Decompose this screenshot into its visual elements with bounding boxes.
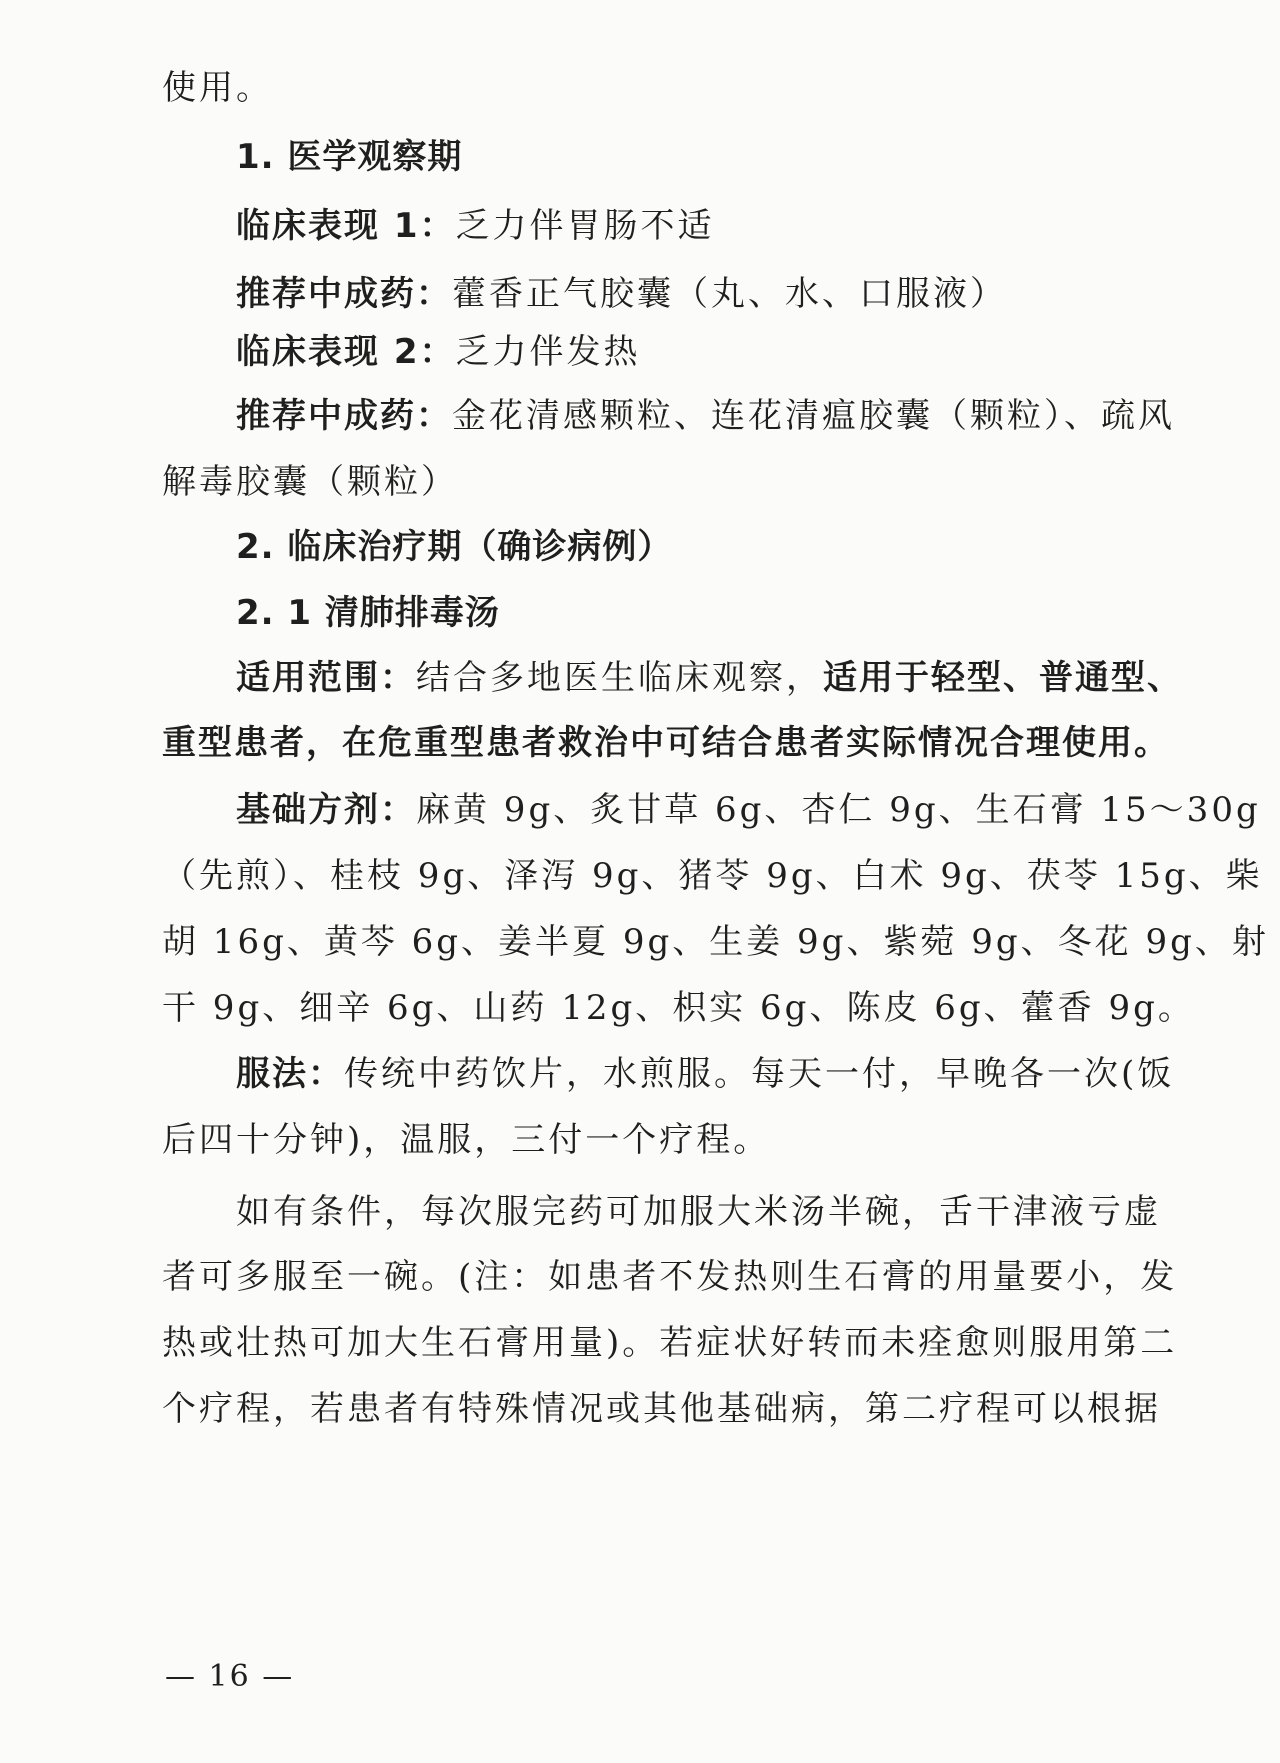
field-label: 服法： — [236, 1054, 344, 1094]
section-heading — [236, 135, 462, 179]
text-line — [162, 1255, 1177, 1299]
text-line — [236, 1052, 1174, 1096]
line-text: 如有条件，每次服完药可加服大米汤半碗，舌干津液亏虚 — [236, 1192, 1161, 1232]
page-number: — 16 — — [165, 1659, 295, 1694]
line-text: 结合多地医生临床观察， — [416, 658, 823, 698]
line-text: 胡 16g、黄芩 6g、姜半夏 9g、生姜 9g、紫菀 9g、冬花 9g、射 — [162, 922, 1269, 962]
line-text: 热或壮热可加大生石膏用量)。若症状好转而未痊愈则服用第二 — [162, 1323, 1178, 1363]
field-label: 临床表现 2： — [236, 332, 456, 372]
line-text: 传统中药饮片，水煎服。每天一付，早晚各一次(饭 — [344, 1054, 1175, 1094]
heading-text: 1. 医学观察期 — [236, 137, 463, 177]
field-label: 基础方剂： — [236, 790, 416, 830]
section-heading — [236, 525, 672, 569]
text-line — [162, 920, 1269, 964]
field-label: 推荐中成药： — [236, 396, 452, 436]
text-line — [236, 1190, 1161, 1234]
text-line — [236, 788, 1261, 832]
line-text: 麻黄 9g、炙甘草 6g、杏仁 9g、生石膏 15～30g — [416, 790, 1261, 830]
line-text: （先煎）、桂枝 9g、泽泻 9g、猪苓 9g、白术 9g、茯苓 15g、柴 — [162, 856, 1263, 896]
text-line — [236, 330, 641, 374]
text-line — [162, 986, 1195, 1030]
line-text: 乏力伴胃肠不适 — [455, 206, 715, 246]
line-text: 者可多服至一碗。(注：如患者不发热则生石膏的用量要小，发 — [162, 1257, 1178, 1297]
line-text: 使用。 — [162, 68, 273, 108]
line-text: 后四十分钟)，温服，三付一个疗程。 — [162, 1120, 771, 1160]
emphasis-text: 重型患者，在危重型患者救治中可结合患者实际情况合理使用。 — [162, 723, 1170, 763]
emphasis-text: 适用于轻型、普通型、 — [823, 658, 1183, 698]
text-line — [236, 394, 1175, 438]
line-text: 干 9g、细辛 6g、山药 12g、枳实 6g、陈皮 6g、藿香 9g。 — [162, 988, 1195, 1028]
text-line — [236, 656, 1183, 700]
field-label: 临床表现 1： — [236, 206, 456, 246]
text-line — [236, 272, 1007, 316]
field-label: 适用范围： — [236, 658, 416, 698]
line-text: 藿香正气胶囊（丸、水、口服液） — [452, 274, 1007, 314]
heading-text: 2. 1 清肺排毒汤 — [236, 593, 500, 633]
text-line — [162, 721, 1170, 765]
text-line — [162, 66, 273, 110]
line-text: 乏力伴发热 — [455, 332, 641, 372]
line-text: 个疗程，若患者有特殊情况或其他基础病，第二疗程可以根据 — [162, 1389, 1161, 1429]
text-line — [162, 460, 458, 504]
text-line — [162, 1387, 1161, 1431]
text-line — [162, 1321, 1177, 1365]
text-line — [162, 1118, 770, 1162]
text-line — [236, 204, 715, 248]
heading-text: 2. 临床治疗期（确诊病例） — [236, 527, 673, 567]
line-text: 解毒胶囊（颗粒） — [162, 462, 458, 502]
line-text: 金花清感颗粒、连花清瘟胶囊（颗粒）、疏风 — [452, 396, 1175, 436]
text-line — [162, 854, 1263, 898]
field-label: 推荐中成药： — [236, 274, 452, 314]
subsection-heading — [236, 591, 500, 635]
